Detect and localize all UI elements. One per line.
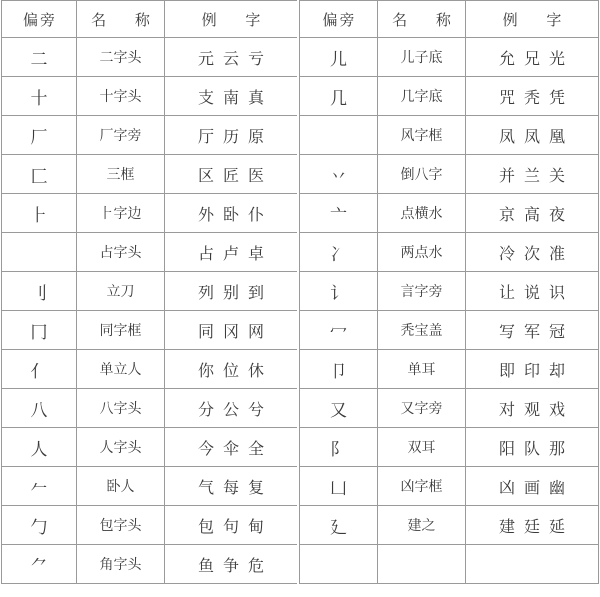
header-name: 名 称	[378, 1, 466, 38]
table-row	[2, 311, 298, 350]
example-chars-cell: 鱼争危	[165, 545, 298, 584]
table-row	[300, 389, 599, 428]
header-examples: 例 字	[165, 1, 298, 38]
example-chars-cell: 凤凤凰	[466, 116, 599, 155]
radical-cell: 八	[2, 389, 77, 428]
radical-cell: 又	[300, 389, 378, 428]
radical-name-cell: 角字头	[77, 545, 165, 584]
example-chars-cell: 同冈网	[165, 311, 298, 350]
radical-cell: 冫	[300, 233, 378, 272]
table-row	[2, 272, 298, 311]
table-header-row	[2, 1, 298, 38]
radical-name-cell: 又字旁	[378, 389, 466, 428]
example-chars-cell: 厅历原	[165, 116, 298, 155]
radical-name-cell: 秃宝盖	[378, 311, 466, 350]
example-chars-cell: 写军冠	[466, 311, 599, 350]
radical-cell: 亻	[2, 350, 77, 389]
table-row	[300, 194, 599, 233]
radical-name-cell: 儿子底	[378, 38, 466, 77]
table-row	[2, 77, 298, 116]
radical-cell	[300, 545, 378, 584]
table-row	[2, 233, 298, 272]
table-row	[300, 467, 599, 506]
radical-name-cell: 占字头	[77, 233, 165, 272]
table-row	[300, 428, 599, 467]
radical-name-cell: 凶字框	[378, 467, 466, 506]
header-name: 名 称	[77, 1, 165, 38]
radical-name-cell: 人字头	[77, 428, 165, 467]
example-chars-cell: 区匠医	[165, 155, 298, 194]
radical-name-cell: 厂字旁	[77, 116, 165, 155]
header-examples: 例 字	[466, 1, 599, 38]
example-chars-cell: 允兄光	[466, 38, 599, 77]
radical-cell: 几	[300, 77, 378, 116]
example-chars-cell: 京高夜	[466, 194, 599, 233]
example-chars-cell: 建廷延	[466, 506, 599, 545]
radical-name-cell: 倒八字	[378, 155, 466, 194]
example-chars-cell: 包句甸	[165, 506, 298, 545]
example-chars-cell: 并兰关	[466, 155, 599, 194]
table-row	[2, 116, 298, 155]
table-row	[2, 38, 298, 77]
radical-name-cell: ⺊字边	[77, 194, 165, 233]
radical-name-cell: 风字框	[378, 116, 466, 155]
table-row	[300, 155, 599, 194]
table-row	[300, 77, 599, 116]
radical-cell: ⺈	[2, 545, 77, 584]
radical-cell: 冂	[2, 311, 77, 350]
example-chars-cell: 占卢卓	[165, 233, 298, 272]
table-row	[2, 155, 298, 194]
example-chars-cell: 外卧仆	[165, 194, 298, 233]
table-row	[2, 428, 298, 467]
table-row	[2, 545, 298, 584]
radical-name-cell: 单立人	[77, 350, 165, 389]
example-chars-cell: 列别到	[165, 272, 298, 311]
table-row	[300, 311, 599, 350]
example-chars-cell: 阳队那	[466, 428, 599, 467]
radical-cell: 卩	[300, 350, 378, 389]
radical-cell: 丷	[300, 155, 378, 194]
table-row	[2, 506, 298, 545]
table-row	[300, 233, 599, 272]
example-chars-cell	[466, 545, 599, 584]
table-header-row	[300, 1, 599, 38]
radical-name-cell: 卧人	[77, 467, 165, 506]
radical-cell: 厂	[2, 116, 77, 155]
radical-name-cell: 十字头	[77, 77, 165, 116]
table-row	[2, 389, 298, 428]
radical-cell	[2, 233, 77, 272]
radical-name-cell	[378, 545, 466, 584]
table-row	[300, 506, 599, 545]
table-row	[2, 467, 298, 506]
table-row	[2, 350, 298, 389]
example-chars-cell: 今伞全	[165, 428, 298, 467]
radical-cell: 十	[2, 77, 77, 116]
radical-cell: 凵	[300, 467, 378, 506]
radical-name-cell: 同字框	[77, 311, 165, 350]
example-chars-cell: 对观戏	[466, 389, 599, 428]
header-radical: 偏旁	[300, 1, 378, 38]
example-chars-cell: 支南真	[165, 77, 298, 116]
radical-cell: 冖	[300, 311, 378, 350]
radical-name-cell: 双耳	[378, 428, 466, 467]
radical-name-cell: 几字底	[378, 77, 466, 116]
radical-name-cell: 包字头	[77, 506, 165, 545]
radical-cell: 人	[2, 428, 77, 467]
header-radical: 偏旁	[2, 1, 77, 38]
radical-cell: 匚	[2, 155, 77, 194]
radical-name-cell: 立刀	[77, 272, 165, 311]
example-chars-cell: 让说识	[466, 272, 599, 311]
radical-cell: 阝	[300, 428, 378, 467]
radical-name-cell: 建之	[378, 506, 466, 545]
radical-name-cell: 单耳	[378, 350, 466, 389]
example-chars-cell: 元云亏	[165, 38, 298, 77]
example-chars-cell: 咒秃凭	[466, 77, 599, 116]
radical-table-right	[299, 0, 599, 584]
radical-name-cell: 八字头	[77, 389, 165, 428]
example-chars-cell: 你位休	[165, 350, 298, 389]
radical-name-cell: 三框	[77, 155, 165, 194]
table-row	[300, 38, 599, 77]
example-chars-cell: 冷次准	[466, 233, 599, 272]
radical-cell: 儿	[300, 38, 378, 77]
example-chars-cell: 即印却	[466, 350, 599, 389]
example-chars-cell: 凶画幽	[466, 467, 599, 506]
table-row	[300, 272, 599, 311]
table-row	[300, 350, 599, 389]
radical-name-cell: 二字头	[77, 38, 165, 77]
radical-cell: 刂	[2, 272, 77, 311]
radical-name-cell: 言字旁	[378, 272, 466, 311]
radical-cell: 讠	[300, 272, 378, 311]
radical-table-left	[1, 0, 298, 584]
table-row	[2, 194, 298, 233]
example-chars-cell: 气每复	[165, 467, 298, 506]
radical-cell: 二	[2, 38, 77, 77]
table-row	[300, 545, 599, 584]
radical-cell: 亠	[300, 194, 378, 233]
radical-cell: ⺊	[2, 194, 77, 233]
radical-name-cell: 两点水	[378, 233, 466, 272]
radical-cell: 𠂉	[2, 467, 77, 506]
radical-name-cell: 点横水	[378, 194, 466, 233]
radical-cell: 廴	[300, 506, 378, 545]
radical-cell	[300, 116, 378, 155]
example-chars-cell: 分公兮	[165, 389, 298, 428]
radical-cell: 勹	[2, 506, 77, 545]
table-row	[300, 116, 599, 155]
